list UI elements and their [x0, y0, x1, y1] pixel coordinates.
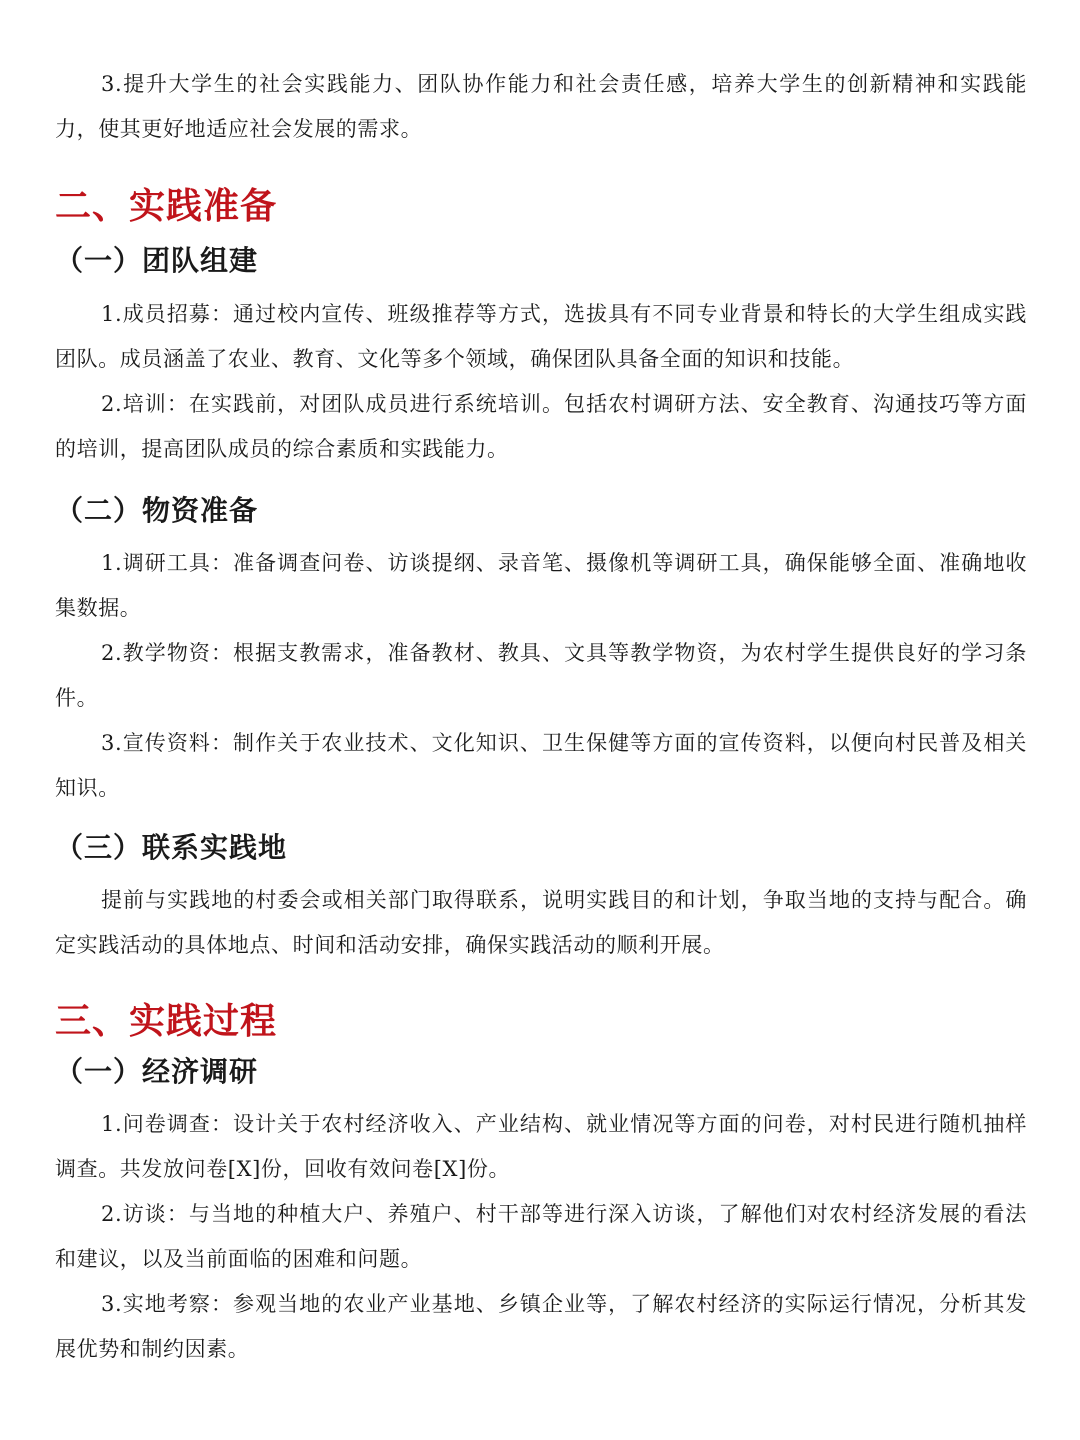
paragraph-contact-site: 提前与实践地的村委会或相关部门取得联系，说明实践目的和计划，争取当地的支持与配合。确定实践活动的具体地点、时间和活动安排，确保实践活动的顺利开展。: [55, 888, 1027, 957]
subheading-contact-site: （三）联系实践地: [55, 831, 288, 864]
paragraph-questionnaire: 1.问卷调查：设计关于农村经济收入、产业结构、就业情况等方面的问卷，对村民进行随机抽样调查。共发放问卷[X]份，回收有效问卷[X]份。: [55, 1112, 1027, 1181]
paragraph-interviews: 2.访谈：与当地的种植大户、养殖户、村干部等进行深入访谈，了解他们对农村经济发展的看法和建议，以及当前面临的困难和问题。: [55, 1202, 1027, 1271]
subheading-material-prep: （二）物资准备: [55, 494, 259, 527]
subheading-economic-research: （一）经济调研: [55, 1055, 259, 1088]
paragraph-field-visit: 3.实地考察：参观当地的农业产业基地、乡镇企业等，了解农村经济的实际运行情况，分析其发展优势和制约因素。: [55, 1292, 1027, 1361]
section-heading-practice-prep: 二、实践准备: [55, 185, 278, 227]
section-heading-practice-process: 三、实践过程: [55, 1000, 278, 1042]
document-body: [55, 62, 1027, 1372]
paragraph-research-tools: 1.调研工具：准备调查问卷、访谈提纲、录音笔、摄像机等调研工具，确保能够全面、准确地收集数据。: [55, 551, 1027, 620]
paragraph-teaching-materials: 2.教学物资：根据支教需求，准备教材、教具、文具等教学物资，为农村学生提供良好的学习条件。: [55, 641, 1027, 710]
paragraph-training: 2.培训：在实践前，对团队成员进行系统培训。包括农村调研方法、安全教育、沟通技巧等方面的培训，提高团队成员的综合素质和实践能力。: [55, 392, 1027, 461]
paragraph-member-recruitment: 1.成员招募：通过校内宣传、班级推荐等方式，选拔具有不同专业背景和特长的大学生组成实践团队。成员涵盖了农业、教育、文化等多个领域，确保团队具备全面的知识和技能。: [55, 302, 1027, 371]
subheading-team-building: （一）团队组建: [55, 244, 259, 277]
paragraph-publicity-materials: 3.宣传资料：制作关于农业技术、文化知识、卫生保健等方面的宣传资料，以便向村民普及相关知识。: [55, 731, 1027, 800]
intro-paragraph-3: 3.提升大学生的社会实践能力、团队协作能力和社会责任感，培养大学生的创新精神和实践能力，使其更好地适应社会发展的需求。: [55, 72, 1027, 141]
